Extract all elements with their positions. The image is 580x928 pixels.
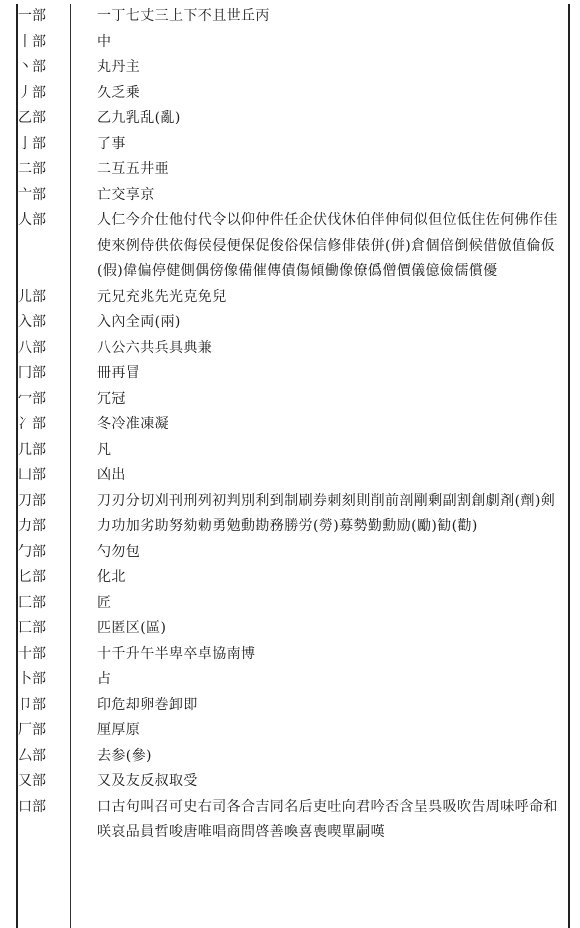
- character-list: 化北: [97, 569, 126, 585]
- radical-label: 厂部: [18, 722, 46, 738]
- radical-row: [0, 667, 580, 693]
- radical-row: [0, 693, 580, 719]
- radical-label: 匕部: [18, 569, 46, 585]
- character-list: 冬冷准凍凝: [97, 416, 169, 432]
- radical-row: [0, 795, 580, 846]
- character-list: 十千升午半卑卒卓協南博: [97, 645, 256, 662]
- radical-label: 刀部: [18, 492, 46, 509]
- character-list: 匠: [97, 594, 112, 611]
- radical-row: [0, 718, 580, 744]
- radical-row: [0, 55, 580, 81]
- radical-row: [0, 183, 580, 209]
- character-list: 匹匿区(區): [97, 620, 167, 636]
- radical-row: [0, 744, 580, 770]
- radical-label: 一部: [18, 8, 46, 24]
- radical-row: [0, 285, 580, 311]
- radical-row: [0, 81, 580, 107]
- radical-row: [0, 489, 580, 515]
- radical-label: 冫部: [18, 416, 46, 432]
- character-list: 刀刃分切刈刊刑列初判別利到制刷券刺刻則削前剖剛剰副割創劇剤(劑)剣: [97, 492, 556, 509]
- character-list: 又及友反叔取受: [97, 773, 198, 789]
- character-list: 入內全両(兩): [97, 314, 181, 330]
- character-list: 厘厚原: [97, 722, 141, 738]
- radical-row: [0, 106, 580, 132]
- radical-row: [0, 438, 580, 464]
- character-list: 丸丹主: [97, 59, 141, 75]
- radical-label: 卜部: [18, 671, 46, 687]
- character-list: 力功加劣助努劾勅勇勉動勘務勝労(勞)募勢勤勳励(勵)勧(勸): [97, 518, 478, 534]
- radical-label: 乙部: [18, 110, 46, 126]
- radical-row: [0, 514, 580, 540]
- radical-label: 儿部: [18, 288, 46, 305]
- radical-label: 又部: [18, 773, 46, 789]
- radical-label: 厶部: [18, 747, 46, 764]
- character-list: 占: [97, 671, 112, 687]
- radical-label: 丨部: [18, 33, 46, 50]
- radical-row: [0, 540, 580, 566]
- radical-label: 入部: [18, 314, 46, 330]
- radical-row: [0, 412, 580, 438]
- radical-row: [0, 463, 580, 489]
- character-list: 去参(參): [97, 747, 152, 764]
- radical-row: [0, 642, 580, 668]
- radical-row: [0, 769, 580, 795]
- character-list: 八公六共兵具典兼: [97, 339, 213, 356]
- radical-label: 亠部: [18, 186, 46, 203]
- character-list: 冊再冒: [97, 365, 141, 381]
- character-list: 二互五井亜: [97, 161, 169, 177]
- radical-label: 冖部: [18, 390, 46, 407]
- radical-label: 力部: [18, 518, 46, 534]
- radical-row: [0, 565, 580, 591]
- radical-row: [0, 591, 580, 617]
- character-list: 人仁今介仕他付代令以仰仲件任企伏伐休伯伴伸伺似但位低住佐何佛作佳使來例侍供依侮侯侵便保促俊俗保信修俳俵併(併)倉個倍倒候借倣值倫仮(假)偉偏停健側偶傍像備催傳債傷傾働像僚僞僧價儀億儉儒償優: [97, 212, 558, 279]
- radical-label: 卩部: [18, 696, 46, 713]
- character-list: 久乏乗: [97, 84, 141, 101]
- radical-row: [0, 361, 580, 387]
- radical-row: [0, 387, 580, 413]
- character-list: 冗冠: [97, 390, 126, 407]
- radical-label: 匚部: [18, 594, 46, 611]
- radical-label: 二部: [18, 161, 46, 177]
- character-list: 了事: [97, 135, 126, 152]
- radical-row: [0, 616, 580, 642]
- radical-label: 匸部: [18, 620, 46, 636]
- character-list: 元兄充兆先光克免兒: [97, 288, 227, 305]
- character-list: 一丁七丈三上下不且世丘丙: [97, 8, 270, 24]
- radical-row: [0, 30, 580, 56]
- character-list: 印危却卵巻卸即: [97, 696, 198, 713]
- radical-label: 凵部: [18, 467, 46, 483]
- character-list: 乙九乳乱(亂): [97, 110, 181, 126]
- character-list: 口古句叫召可史右司各合吉同名后吏吐向君吟否含呈呉吸吹告周味呼命和咲哀品員哲唆唐唯唱商問啓善喚喜喪喫單嗣嘆: [97, 798, 558, 840]
- radical-label: 人部: [18, 212, 46, 228]
- character-list: 勺勿包: [97, 543, 141, 560]
- radical-row: [0, 336, 580, 362]
- radical-row: [0, 310, 580, 336]
- character-list: 凡: [97, 441, 112, 458]
- radical-label: 亅部: [18, 135, 46, 152]
- radical-label: 十部: [18, 645, 46, 662]
- character-list: 凶出: [97, 467, 126, 483]
- radical-label: 口部: [18, 798, 46, 815]
- radical-row: [0, 132, 580, 158]
- character-list: 中: [97, 33, 112, 50]
- radical-row: [0, 4, 580, 30]
- character-list: 亡交享京: [97, 186, 155, 203]
- radical-label: 冂部: [18, 365, 46, 381]
- radical-row: [0, 208, 580, 285]
- radical-table: [0, 4, 580, 846]
- radical-label: 丶部: [18, 59, 46, 75]
- radical-label: 丿部: [18, 84, 46, 101]
- radical-label: 几部: [18, 441, 46, 458]
- radical-label: 勹部: [18, 543, 46, 560]
- radical-label: 八部: [18, 339, 46, 356]
- radical-row: [0, 157, 580, 183]
